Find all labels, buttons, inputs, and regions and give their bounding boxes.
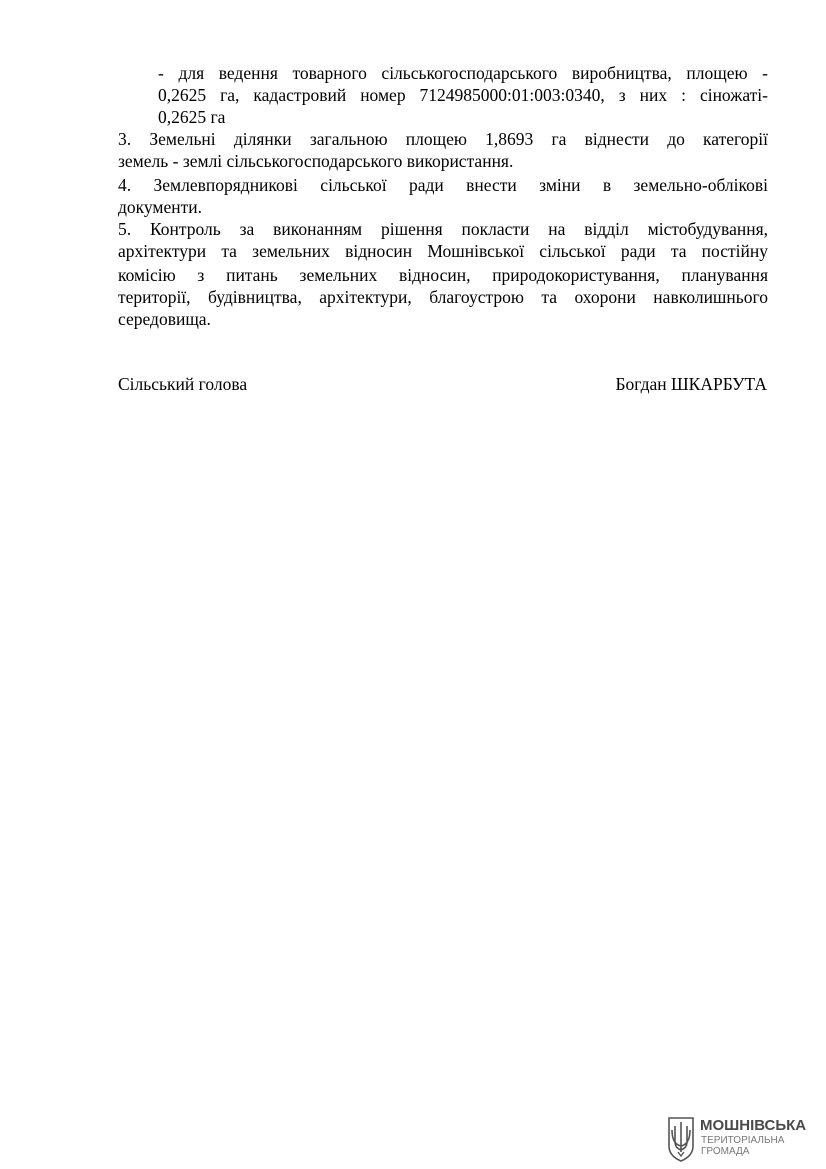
- paragraph-line: архітектури та земельних відносин Мошнівської сільської ради та постійну: [118, 241, 768, 261]
- paragraph-line: 3. Земельні ділянки загальною площею 1,8693 га віднести до категорії: [118, 129, 768, 149]
- signature-name: Богдан ШКАРБУТА: [615, 374, 767, 394]
- paragraph-line: 0,2625 га: [158, 107, 226, 127]
- logo-subtitle: ТЕРИТОРІАЛЬНА: [701, 1135, 785, 1146]
- paragraph-line: 5. Контроль за виконанням рішення покласти на відділ містобудування,: [118, 219, 768, 239]
- paragraph-line: - для ведення товарного сільськогосподарського виробництва, площею -: [158, 63, 768, 83]
- signature-position: Сільський голова: [118, 374, 248, 394]
- community-logo: [667, 1116, 807, 1164]
- paragraph-line: 4. Землевпорядникові сільської ради внести зміни в земельно-облікові: [118, 175, 768, 195]
- paragraph-line: земель - землі сільськогосподарського використання.: [118, 151, 514, 171]
- paragraph-line: комісію з питань земельних відносин, природокористування, планування: [118, 265, 768, 285]
- paragraph-line: 0,2625 га, кадастровий номер 7124985000:01:003:0340, з них : сіножаті-: [158, 85, 768, 105]
- paragraph-line: середовища.: [118, 309, 211, 329]
- paragraph-line: території, будівництва, архітектури, благоустрою та охорони навколишнього: [118, 287, 768, 307]
- logo-subtitle: ГРОМАДА: [701, 1146, 750, 1157]
- logo-title: МОШНІВСЬКА: [700, 1117, 807, 1134]
- trident-icon: [667, 1116, 695, 1162]
- paragraph-line: документи.: [118, 197, 203, 217]
